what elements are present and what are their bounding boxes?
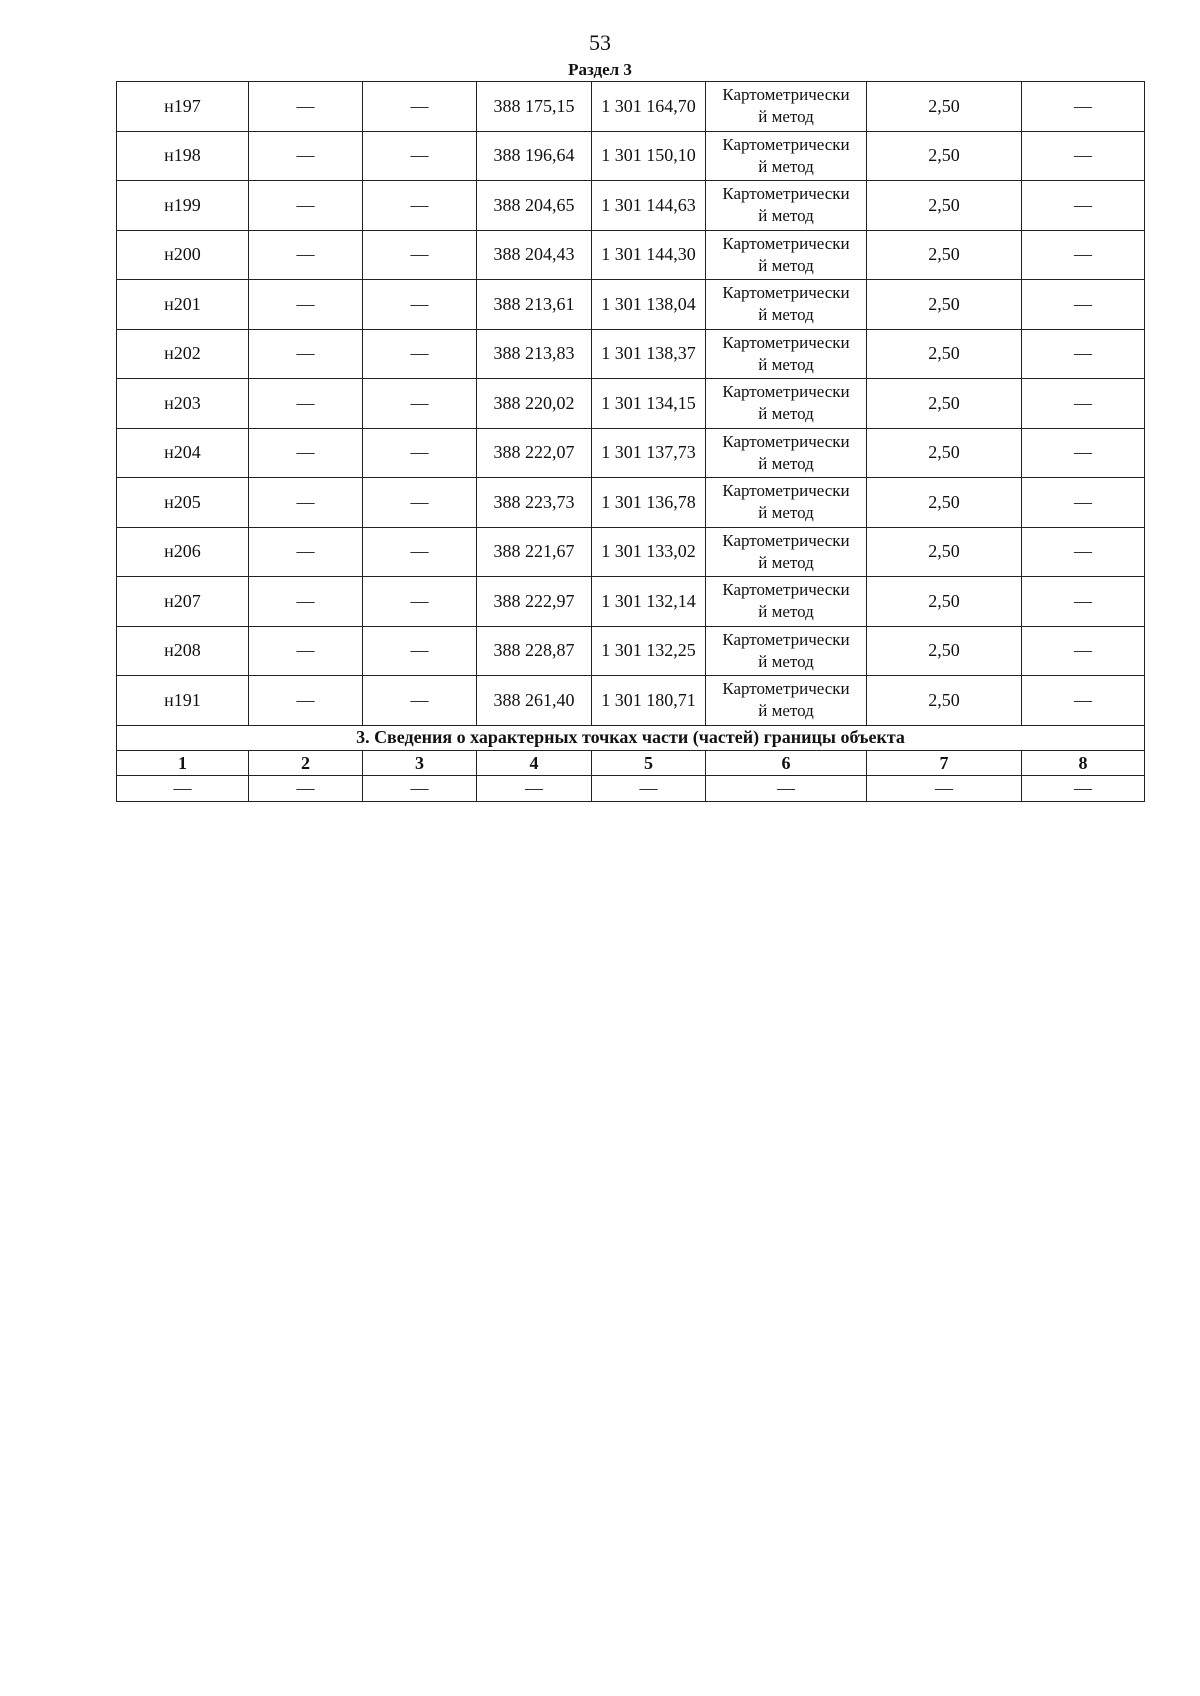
accuracy: 2,50: [867, 527, 1022, 577]
coordinate-x: 388 204,65: [477, 181, 592, 231]
table-row: [117, 329, 1145, 379]
coordinate-x: 388 228,87: [477, 626, 592, 676]
empty-cell: —: [706, 775, 867, 801]
table-row: [117, 626, 1145, 676]
method-text: Картометрически: [722, 283, 850, 303]
coordinate-x: 388 222,97: [477, 577, 592, 627]
cell-dash: —: [249, 230, 363, 280]
cell-dash: —: [363, 379, 477, 429]
cell-dash: —: [1022, 181, 1145, 231]
empty-cell: —: [249, 775, 363, 801]
method: [706, 478, 867, 528]
table-row: [117, 428, 1145, 478]
cell-dash: —: [1022, 131, 1145, 181]
table-row: [117, 181, 1145, 231]
accuracy: 2,50: [867, 131, 1022, 181]
method: [706, 626, 867, 676]
method-text: Картометрически: [722, 382, 850, 402]
coordinate-x: 388 220,02: [477, 379, 592, 429]
cell-dash: —: [249, 478, 363, 528]
cell-dash: —: [363, 181, 477, 231]
column-number: 4: [477, 750, 592, 775]
coordinate-y: 1 301 138,04: [592, 280, 706, 330]
point-name: н198: [117, 131, 249, 181]
cell-dash: —: [249, 329, 363, 379]
coordinate-y: 1 301 133,02: [592, 527, 706, 577]
table-row: [117, 527, 1145, 577]
cell-dash: —: [363, 478, 477, 528]
point-name: н197: [117, 82, 249, 132]
column-number: 6: [706, 750, 867, 775]
coordinate-y: 1 301 132,25: [592, 626, 706, 676]
cell-dash: —: [249, 181, 363, 231]
coordinate-y: 1 301 150,10: [592, 131, 706, 181]
column-number: 7: [867, 750, 1022, 775]
cell-dash: —: [1022, 626, 1145, 676]
column-number: 5: [592, 750, 706, 775]
table-row: [117, 379, 1145, 429]
cell-dash: —: [1022, 280, 1145, 330]
method-text: й метод: [758, 206, 814, 226]
coordinate-x: 388 223,73: [477, 478, 592, 528]
accuracy: 2,50: [867, 577, 1022, 627]
point-name: н208: [117, 626, 249, 676]
empty-cell: —: [867, 775, 1022, 801]
coordinate-x: 388 196,64: [477, 131, 592, 181]
coordinate-y: 1 301 132,14: [592, 577, 706, 627]
method: [706, 280, 867, 330]
empty-cell: —: [592, 775, 706, 801]
boundary-points-table: [116, 81, 1145, 802]
method-text: Картометрически: [722, 481, 850, 501]
point-name: н204: [117, 428, 249, 478]
point-name: н191: [117, 676, 249, 726]
table-row: [117, 577, 1145, 627]
accuracy: 2,50: [867, 428, 1022, 478]
coordinate-x: 388 213,83: [477, 329, 592, 379]
table-row: [117, 478, 1145, 528]
point-name: н205: [117, 478, 249, 528]
column-number: 2: [249, 750, 363, 775]
coordinate-y: 1 301 138,37: [592, 329, 706, 379]
table-body: [117, 82, 1145, 802]
accuracy: 2,50: [867, 280, 1022, 330]
method: [706, 181, 867, 231]
method-text: Картометрически: [722, 85, 850, 105]
accuracy: 2,50: [867, 379, 1022, 429]
column-number-row: [117, 750, 1145, 775]
accuracy: 2,50: [867, 676, 1022, 726]
table-row: [117, 131, 1145, 181]
cell-dash: —: [363, 626, 477, 676]
section-title: Раздел 3: [568, 60, 632, 79]
cell-dash: —: [249, 626, 363, 676]
cell-dash: —: [249, 82, 363, 132]
subsection-title: 3. Сведения о характерных точках части (частей) границы объекта: [117, 725, 1145, 750]
method-text: Картометрически: [722, 431, 850, 451]
method: [706, 676, 867, 726]
column-number: 8: [1022, 750, 1145, 775]
coordinate-y: 1 301 144,63: [592, 181, 706, 231]
cell-dash: —: [1022, 428, 1145, 478]
table-row: [117, 676, 1145, 726]
point-name: н207: [117, 577, 249, 627]
cell-dash: —: [1022, 676, 1145, 726]
method-text: Картометрически: [722, 184, 850, 204]
method-text: й метод: [758, 651, 814, 671]
point-name: н206: [117, 527, 249, 577]
empty-cell: —: [363, 775, 477, 801]
method-text: Картометрически: [722, 332, 850, 352]
table-row: [117, 280, 1145, 330]
method: [706, 329, 867, 379]
coordinate-y: 1 301 136,78: [592, 478, 706, 528]
method-text: й метод: [758, 602, 814, 622]
method-text: й метод: [758, 354, 814, 374]
empty-cell: —: [117, 775, 249, 801]
method-text: й метод: [758, 305, 814, 325]
cell-dash: —: [249, 280, 363, 330]
method-text: й метод: [758, 404, 814, 424]
cell-dash: —: [249, 379, 363, 429]
coordinate-x: 388 175,15: [477, 82, 592, 132]
method-text: й метод: [758, 107, 814, 127]
coordinate-x: 388 221,67: [477, 527, 592, 577]
point-name: н199: [117, 181, 249, 231]
page-number: 53: [589, 30, 611, 55]
method-text: й метод: [758, 156, 814, 176]
coordinate-x: 388 261,40: [477, 676, 592, 726]
column-number: 3: [363, 750, 477, 775]
cell-dash: —: [249, 131, 363, 181]
method-text: Картометрически: [722, 233, 850, 253]
cell-dash: —: [249, 527, 363, 577]
cell-dash: —: [249, 577, 363, 627]
cell-dash: —: [1022, 577, 1145, 627]
method: [706, 82, 867, 132]
method: [706, 230, 867, 280]
table-row: [117, 82, 1145, 132]
cell-dash: —: [363, 676, 477, 726]
point-name: н203: [117, 379, 249, 429]
accuracy: 2,50: [867, 230, 1022, 280]
empty-cell: —: [477, 775, 592, 801]
method: [706, 577, 867, 627]
method-text: Картометрически: [722, 530, 850, 550]
cell-dash: —: [249, 428, 363, 478]
method-text: й метод: [758, 453, 814, 473]
cell-dash: —: [1022, 329, 1145, 379]
method: [706, 428, 867, 478]
method-text: й метод: [758, 255, 814, 275]
method-text: й метод: [758, 701, 814, 721]
accuracy: 2,50: [867, 329, 1022, 379]
cell-dash: —: [1022, 82, 1145, 132]
coordinate-x: 388 213,61: [477, 280, 592, 330]
method-text: Картометрически: [722, 134, 850, 154]
cell-dash: —: [363, 428, 477, 478]
point-name: н200: [117, 230, 249, 280]
coordinate-y: 1 301 180,71: [592, 676, 706, 726]
method-text: Картометрически: [722, 580, 850, 600]
method-text: Картометрически: [722, 679, 850, 699]
cell-dash: —: [363, 280, 477, 330]
coordinate-y: 1 301 164,70: [592, 82, 706, 132]
cell-dash: —: [363, 329, 477, 379]
cell-dash: —: [363, 131, 477, 181]
point-name: н202: [117, 329, 249, 379]
cell-dash: —: [1022, 230, 1145, 280]
column-number: 1: [117, 750, 249, 775]
coordinate-y: 1 301 134,15: [592, 379, 706, 429]
cell-dash: —: [1022, 527, 1145, 577]
method: [706, 527, 867, 577]
cell-dash: —: [363, 527, 477, 577]
cell-dash: —: [1022, 478, 1145, 528]
empty-cell: —: [1022, 775, 1145, 801]
cell-dash: —: [1022, 379, 1145, 429]
accuracy: 2,50: [867, 626, 1022, 676]
coordinate-x: 388 222,07: [477, 428, 592, 478]
method: [706, 131, 867, 181]
table-row: [117, 230, 1145, 280]
subsection-row: [117, 725, 1145, 750]
cell-dash: —: [363, 577, 477, 627]
coordinate-y: 1 301 137,73: [592, 428, 706, 478]
method-text: й метод: [758, 552, 814, 572]
method: [706, 379, 867, 429]
empty-points-row: [117, 775, 1145, 801]
coordinate-y: 1 301 144,30: [592, 230, 706, 280]
coordinate-x: 388 204,43: [477, 230, 592, 280]
accuracy: 2,50: [867, 82, 1022, 132]
cell-dash: —: [363, 230, 477, 280]
cell-dash: —: [249, 676, 363, 726]
method-text: Картометрически: [722, 629, 850, 649]
accuracy: 2,50: [867, 181, 1022, 231]
accuracy: 2,50: [867, 478, 1022, 528]
cell-dash: —: [363, 82, 477, 132]
point-name: н201: [117, 280, 249, 330]
method-text: й метод: [758, 503, 814, 523]
